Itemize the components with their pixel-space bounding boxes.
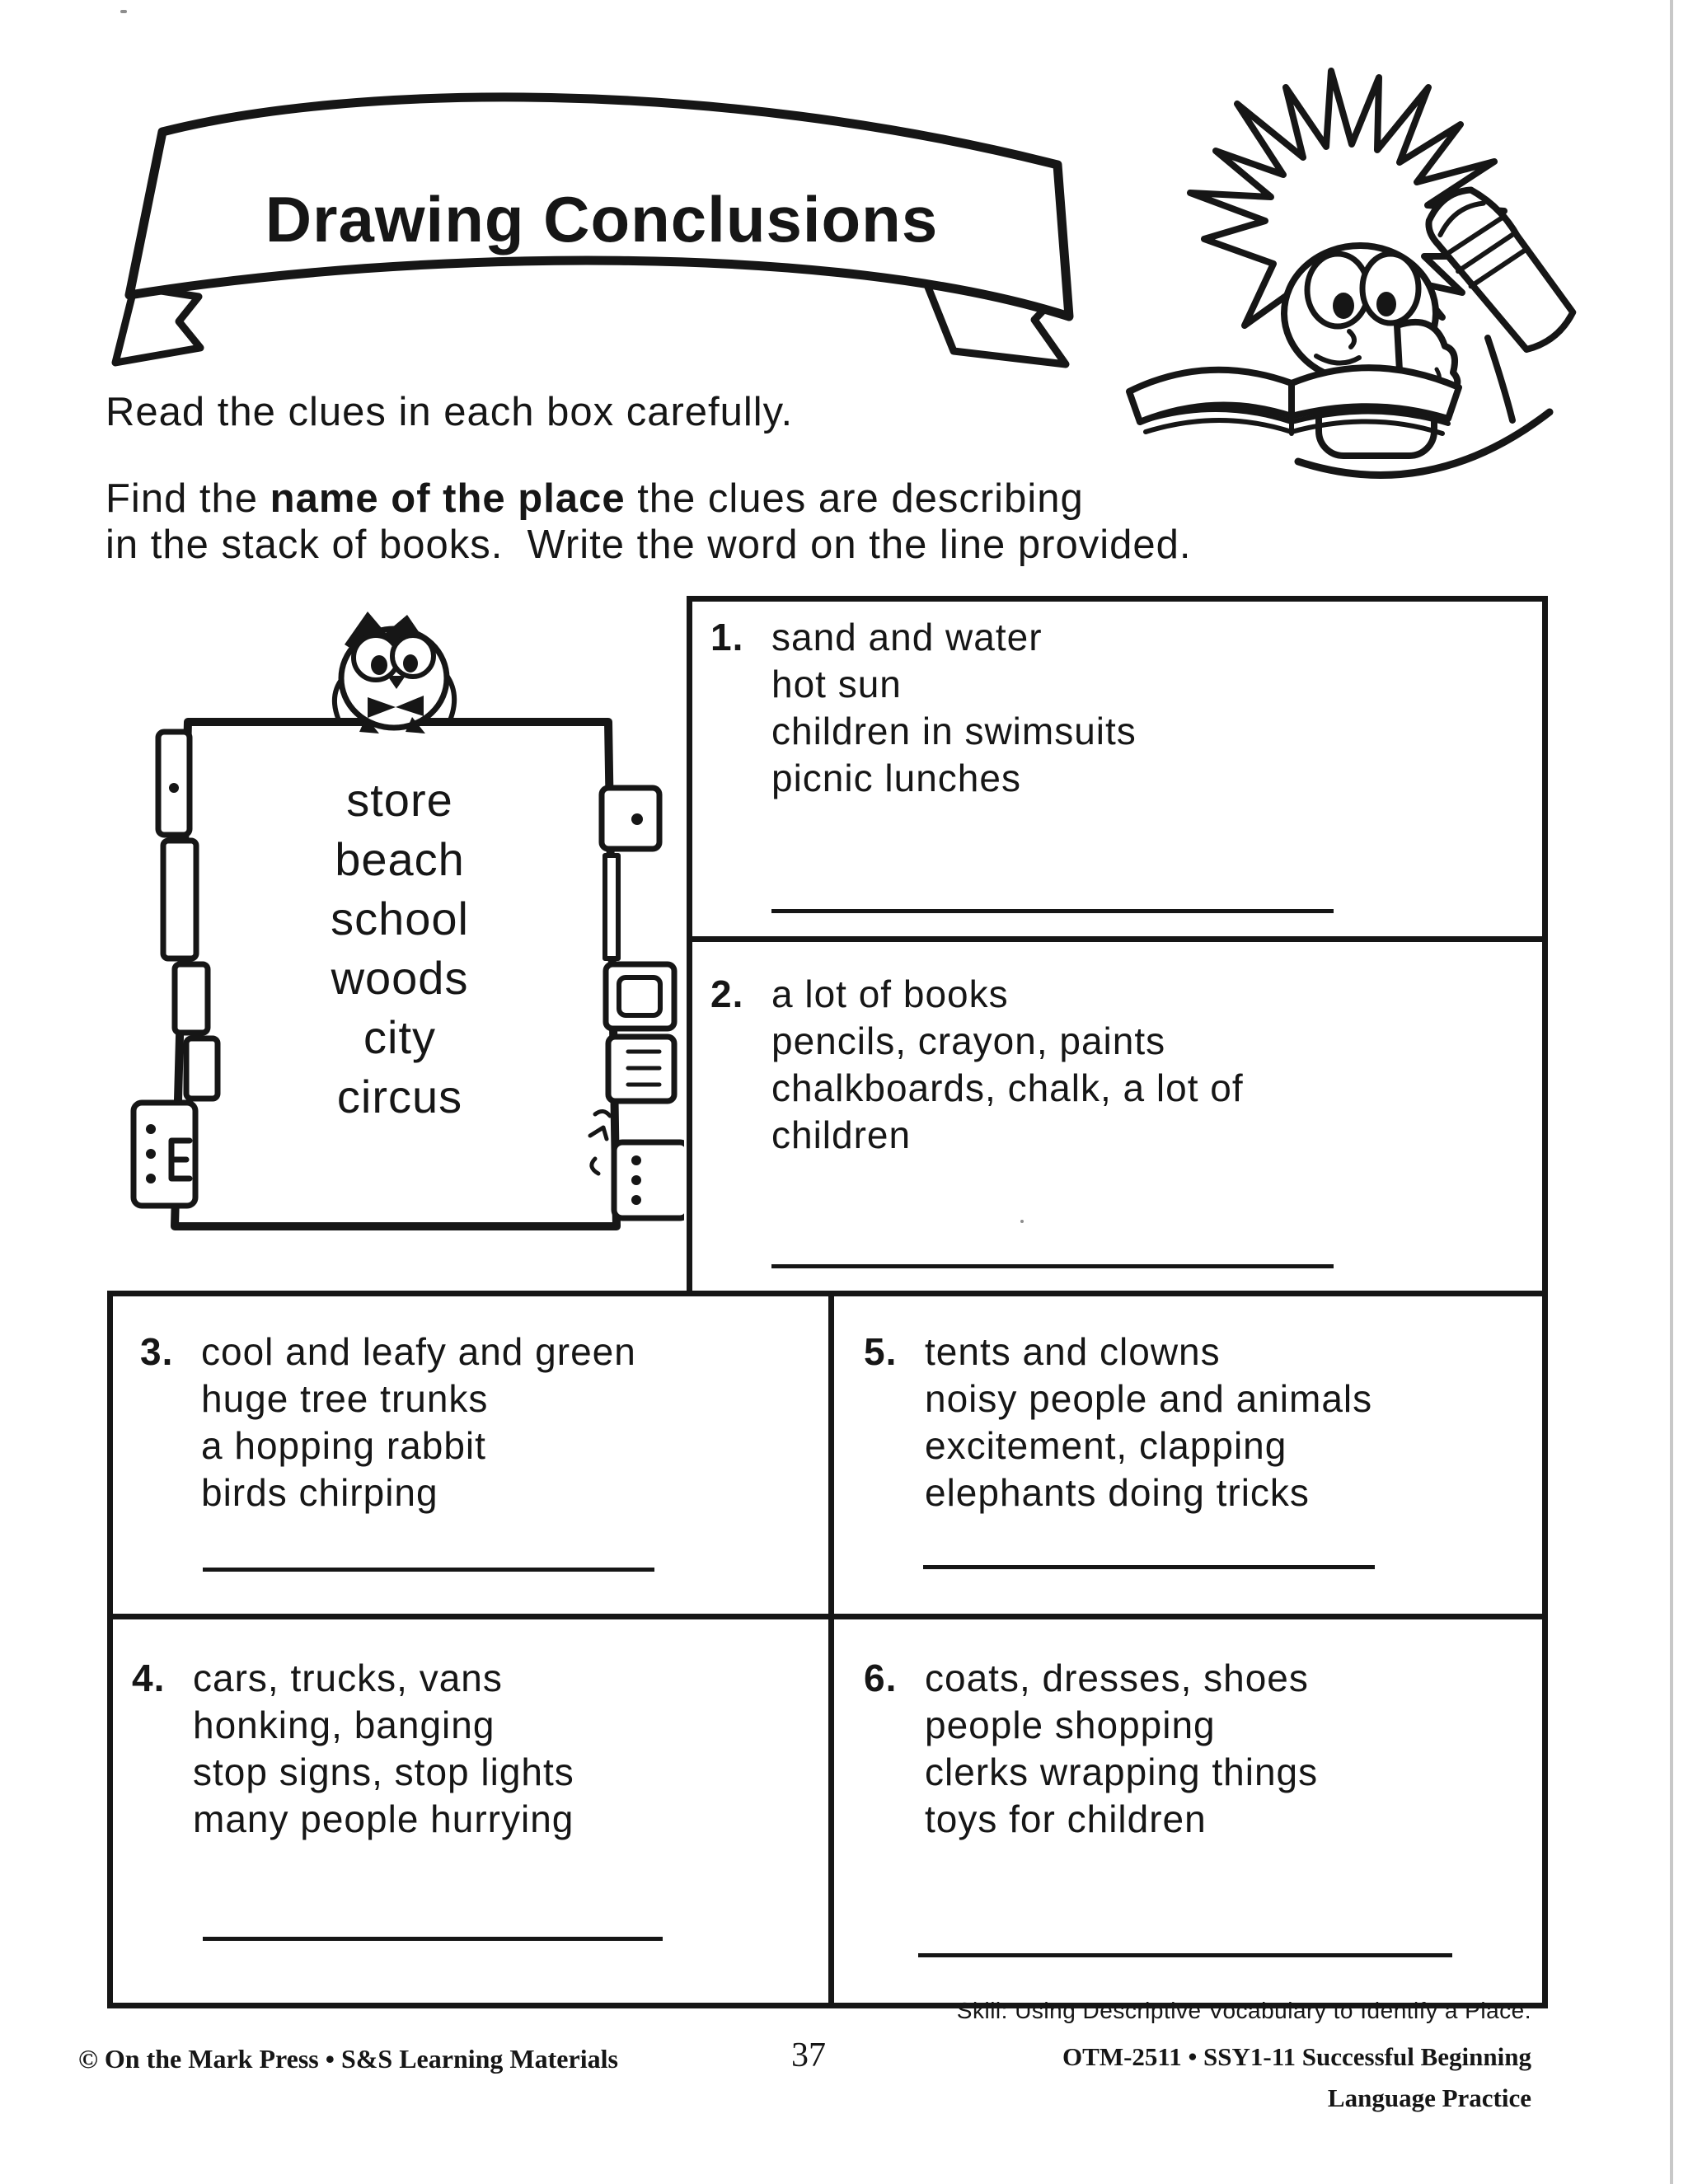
clue-6: [864, 1655, 1318, 1843]
footer-product-code-line2: Language Practice: [1327, 2083, 1531, 2112]
clue-2: [710, 971, 1244, 1159]
instruction-line-1: Read the clues in each box carefully.: [106, 390, 794, 434]
clue-4-lines: cars, trucks, vans honking, banging stop signs, stop lights many people hurrying: [193, 1657, 574, 1840]
answer-line-5: [923, 1565, 1375, 1569]
scan-speck: [120, 10, 127, 13]
instruction-find-suffix: the clues are describing: [625, 476, 1084, 521]
footer-copyright: © On the Mark Press • S&S Learning Materials: [78, 2044, 618, 2074]
instruction-find-bold: name of the place: [270, 476, 626, 521]
clue-5-number: 5.: [864, 1330, 898, 1373]
instruction-line-2: [106, 476, 1084, 522]
answer-line-1: [771, 909, 1334, 913]
clue-1: [710, 614, 1137, 802]
owl-icon: [335, 612, 454, 733]
word-bank: store beach school woods city circus: [331, 774, 469, 1122]
clue-1-number: 1.: [710, 616, 744, 658]
footer-product-code: OTM-2511 • SSY1-11 Successful Beginning: [1062, 2042, 1531, 2071]
answer-line-2: [771, 1264, 1334, 1268]
clue-3-lines: cool and leafy and green huge tree trunks a hopping rabbit birds chirping: [201, 1330, 636, 1514]
clue-6-lines: coats, dresses, shoes people shopping clerks wrapping things toys for children: [925, 1657, 1319, 1840]
instruction-line-3: in the stack of books. Write the word on the line provided.: [106, 523, 1192, 567]
clue-2-lines: a lot of books pencils, crayon, paints chalkboards, chalk, a lot of children: [771, 972, 1244, 1156]
answer-line-4: [203, 1937, 663, 1941]
clue-5-lines: tents and clowns noisy people and animals excitement, clapping elephants doing tricks: [925, 1330, 1373, 1514]
scan-edge-artifact: [1670, 0, 1673, 2184]
clue-3: [140, 1329, 636, 1516]
clue-1-lines: sand and water hot sun children in swimsuits picnic lunches: [771, 616, 1137, 799]
clue-4-number: 4.: [132, 1657, 166, 1699]
answer-line-3: [203, 1568, 654, 1572]
hedgehog-reading-icon: [1100, 66, 1595, 507]
clue-4: [132, 1655, 574, 1843]
clue-2-number: 2.: [710, 972, 744, 1015]
footer-skill-note: Skill: Using Descriptive Vocabulary to Identify a Place.: [956, 1998, 1531, 2023]
answer-line-6: [918, 1953, 1452, 1957]
page-number: 37: [791, 2036, 826, 2074]
instruction-find-prefix: Find the: [106, 476, 270, 521]
clue-6-number: 6.: [864, 1657, 898, 1699]
scan-speck: [1020, 1220, 1024, 1223]
clue-5: [864, 1329, 1372, 1516]
page-title: Drawing Conclusions: [265, 183, 939, 255]
clue-3-number: 3.: [140, 1330, 174, 1373]
ribbon-banner: [70, 73, 1092, 377]
